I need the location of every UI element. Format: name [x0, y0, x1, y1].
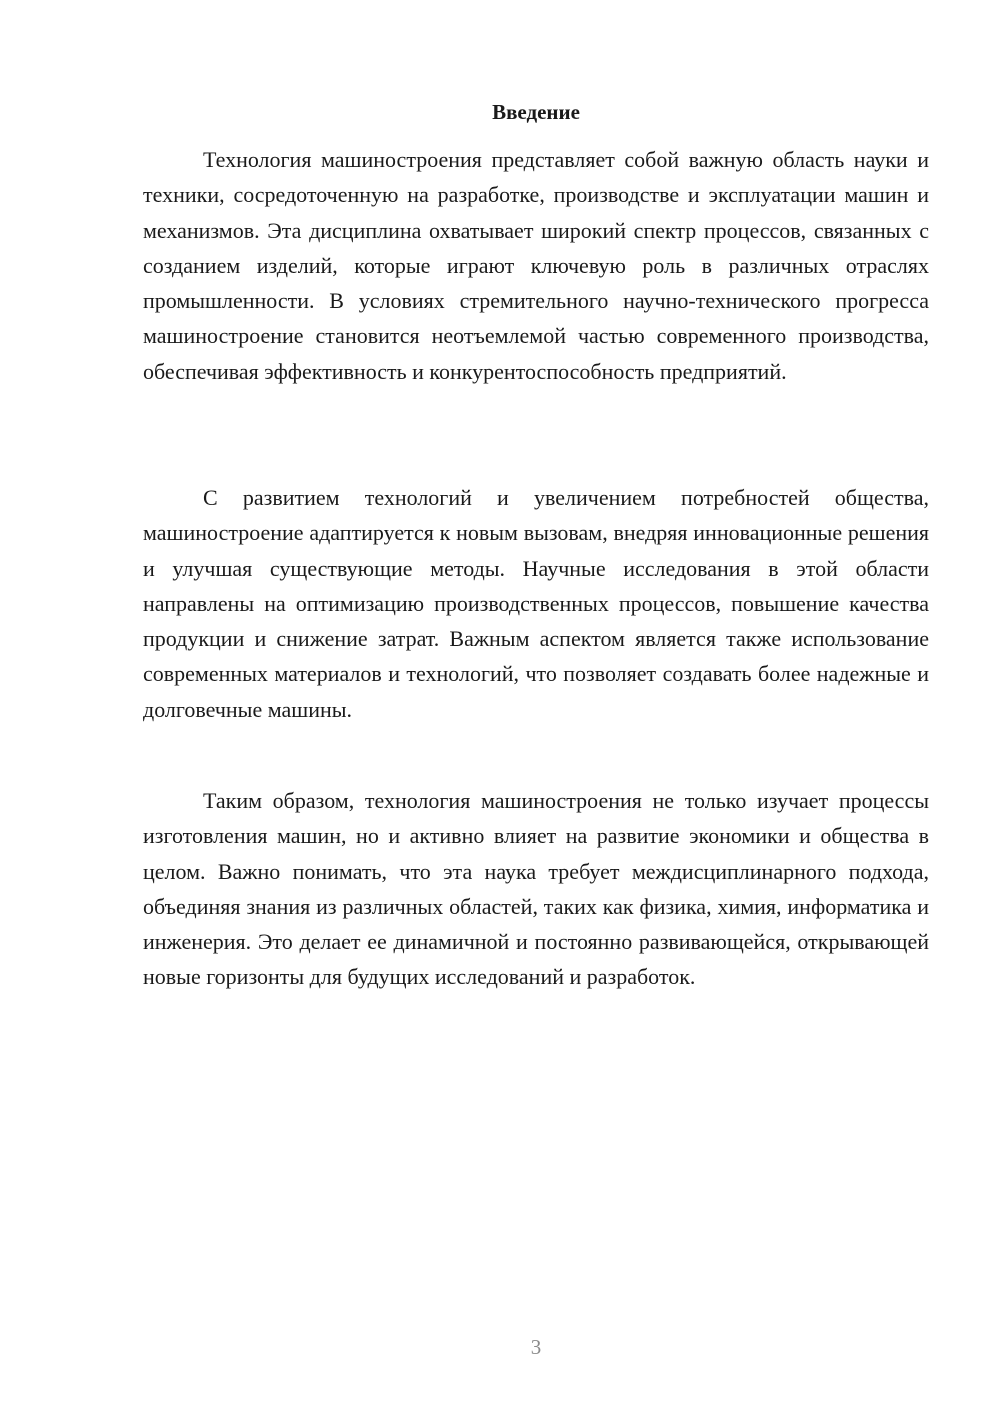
- page-number: 3: [530, 1335, 542, 1359]
- section-title: Введение: [492, 100, 580, 124]
- paragraph-conclusion: Таким образом, технология машиностроения не только изучает процессы изготовления машин, но и активно влияет на развитие экономики и общества в целом. Важно понимать, что эта наука требует междисциплинарного подхода, объединяя знания из различных областей, таких как физика, химия, информатика и инженерия. Это делает ее динамичной и постоянно развивающейся, открывающей новые горизонты для будущих исследований и разработок.: [143, 788, 929, 990]
- paragraph-intro: Технология машиностроения представляет собой важную область науки и техники, сосредоточенную на разработке, производстве и эксплуатации машин и механизмов. Эта дисциплина охватывает широкий спектр процессов, связанных с созданием изделий, которые играют ключевую роль в различных отраслях промышленности. В условиях стремительного научно-технического прогресса машиностроение становится неотъемлемой частью современного производства, обеспечивая эффективность и конкурентоспособность предприятий.: [143, 147, 929, 384]
- paragraph-development: С развитием технологий и увеличением потребностей общества, машиностроение адаптируется к новым вызовам, внедряя инновационные решения и улучшая существующие методы. Научные исследования в этой области направлены на оптимизацию производственных процессов, повышение качества продукции и снижение затрат. Важным аспектом является также использование современных материалов и технологий, что позволяет создавать более надежные и долговечные машины.: [143, 485, 929, 722]
